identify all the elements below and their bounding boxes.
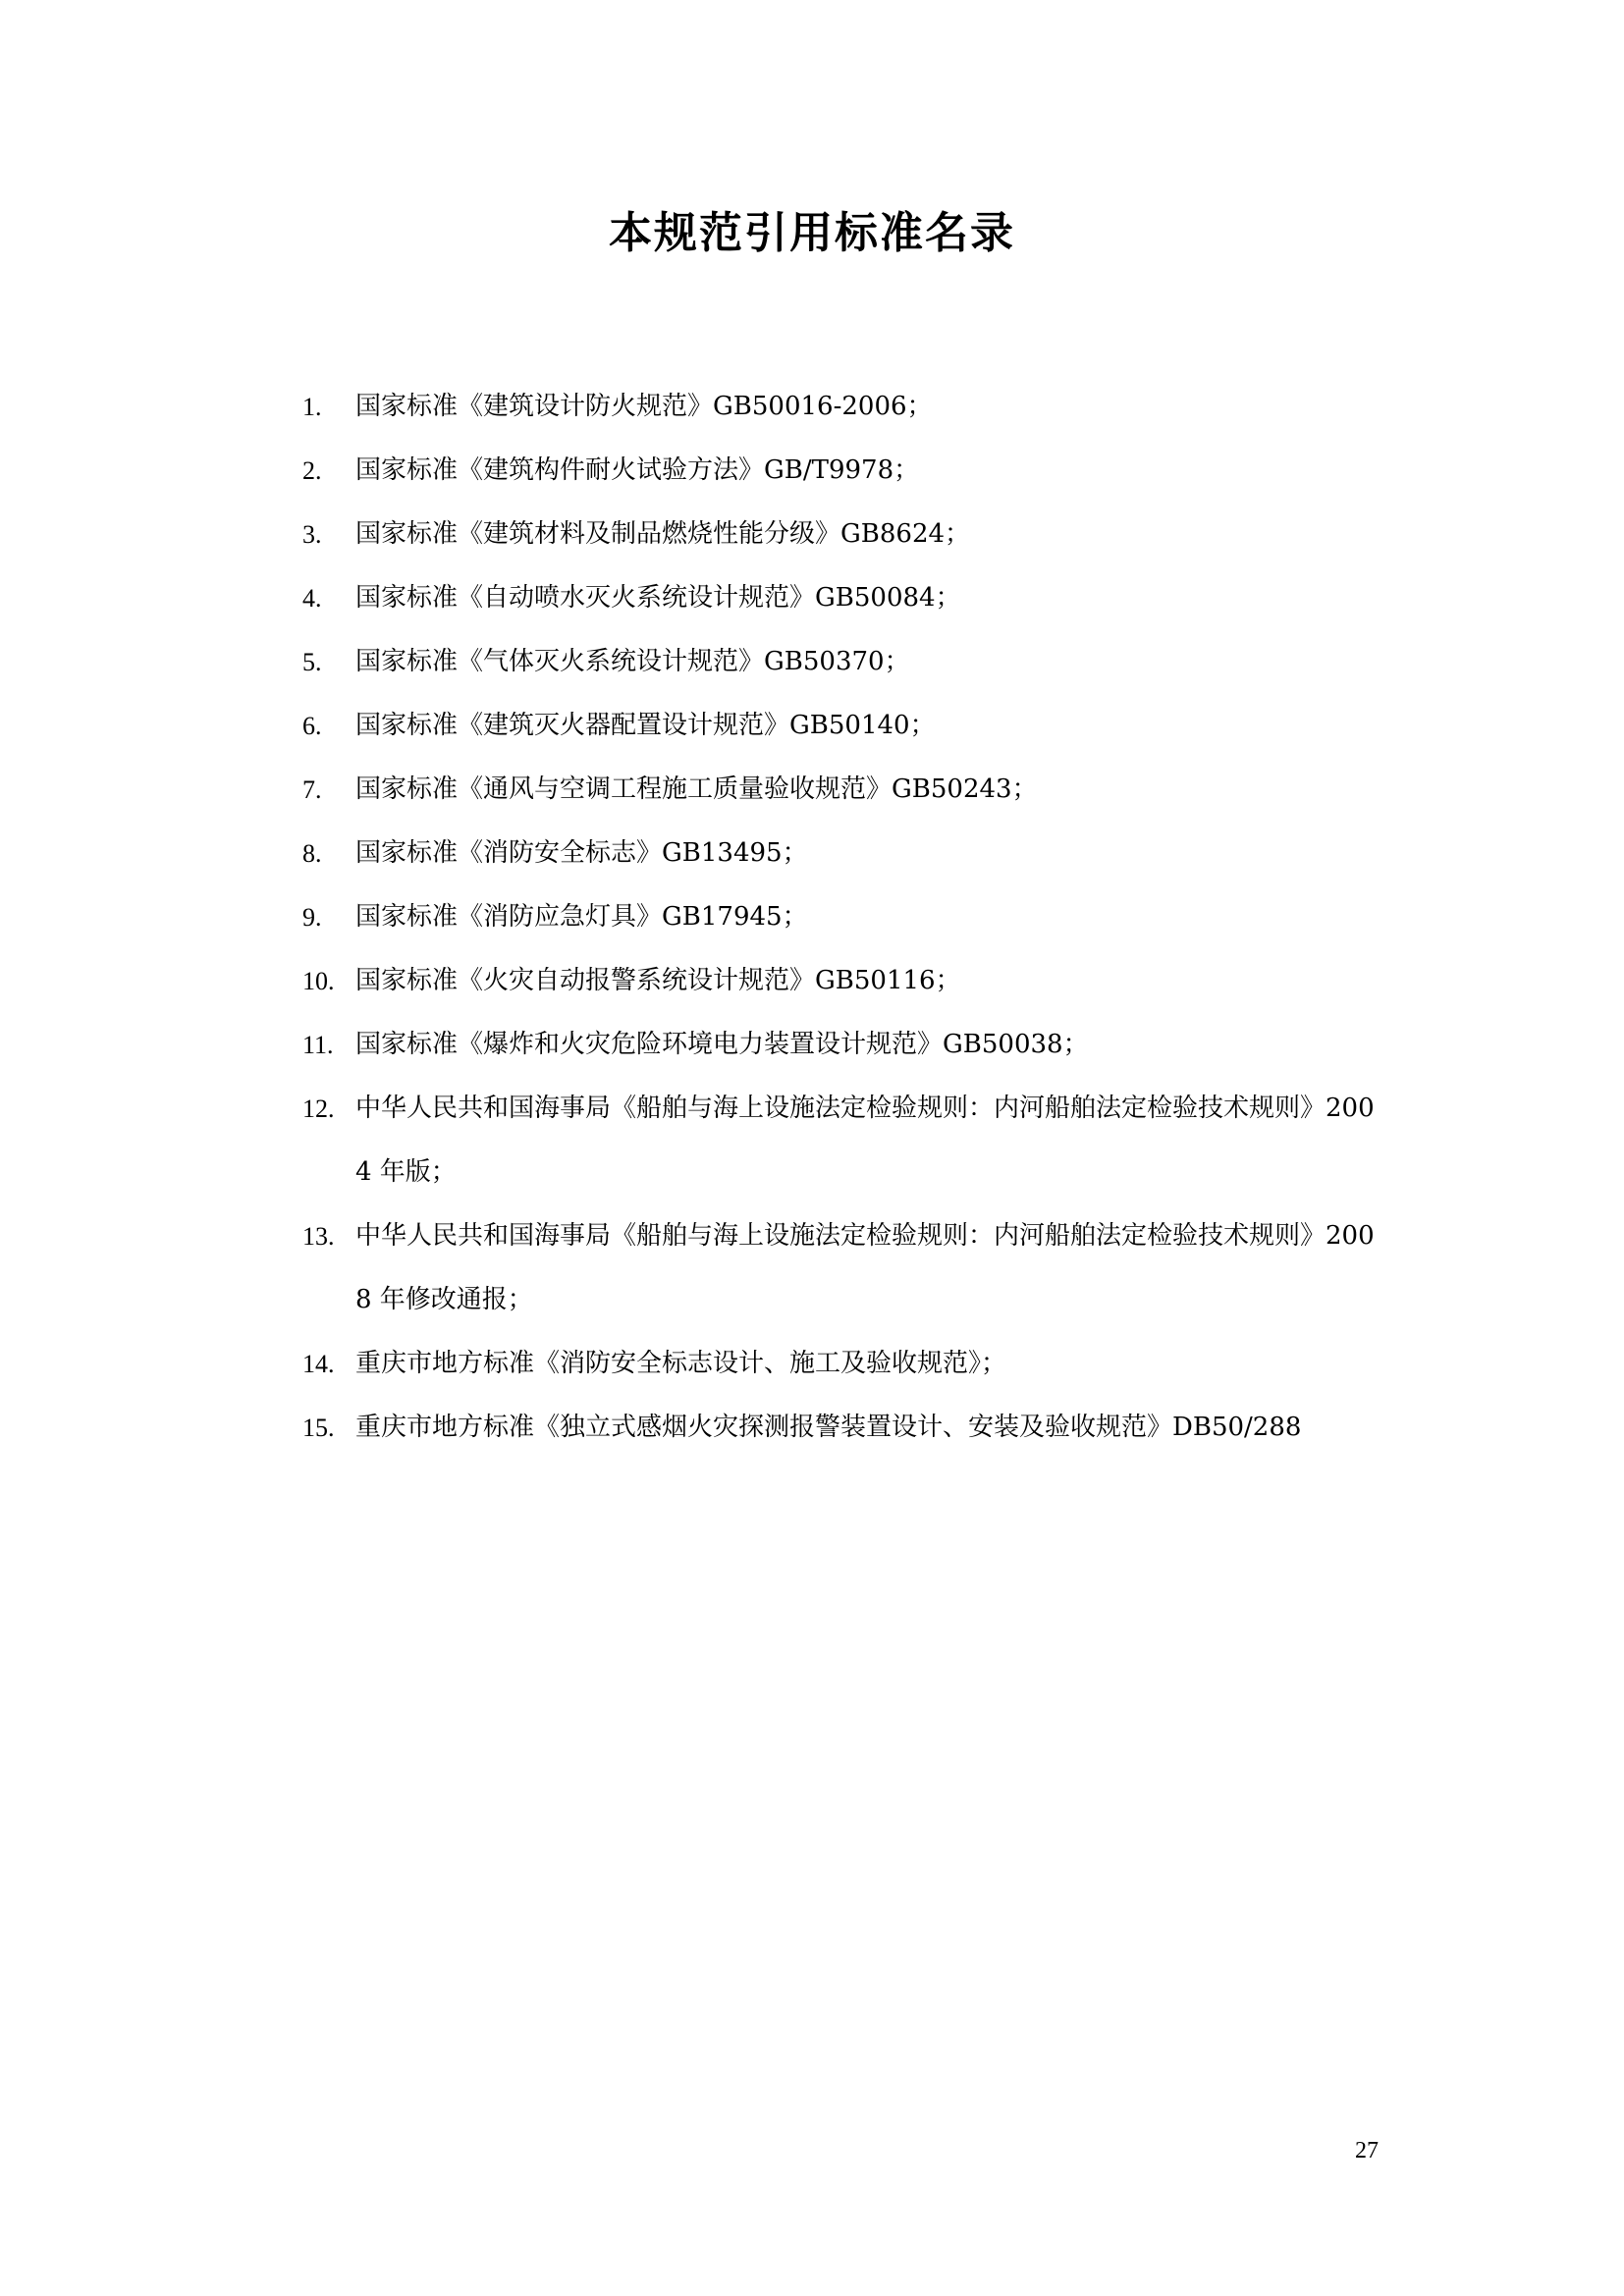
page-title: 本规范引用标准名录 — [609, 208, 1015, 258]
list-item-number: 4. — [302, 584, 322, 613]
list-item — [302, 630, 1382, 694]
list-item — [302, 1396, 1382, 1460]
list-item-text: 国家标准《消防应急灯具》GB17945； — [355, 902, 808, 932]
list-item-text: 国家标准《消防安全标志》GB13495； — [355, 838, 808, 868]
list-item-text: 中华人民共和国海事局《船舶与海上设施法定检验规则：内河船舶法定检验技术规则》2008 年修改通报； — [355, 1221, 1375, 1314]
list-item-number: 7. — [302, 775, 322, 804]
list-item-text: 重庆市地方标准《消防安全标志设计、施工及验收规范》； — [355, 1349, 1007, 1378]
list-item-number: 10. — [302, 967, 335, 995]
list-item — [302, 439, 1382, 503]
list-item-text: 国家标准《自动喷水灭火系统设计规范》GB50084； — [355, 583, 961, 613]
list-item-text: 重庆市地方标准《独立式感烟火灾探测报警装置设计、安装及验收规范》DB50/288 — [355, 1413, 1302, 1442]
list-item-number: 11. — [302, 1031, 334, 1059]
list-item-number: 14. — [302, 1350, 335, 1378]
list-item-text: 国家标准《建筑构件耐火试验方法》GB/T9978； — [355, 455, 920, 485]
list-item-number: 6. — [302, 712, 322, 740]
list-item-text: 国家标准《建筑灭火器配置设计规范》GB50140； — [355, 711, 936, 740]
list-item — [302, 758, 1382, 822]
list-item-text: 中华人民共和国海事局《船舶与海上设施法定检验规则：内河船舶法定检验技术规则》2004 年版； — [355, 1094, 1375, 1187]
list-item-number: 2. — [302, 456, 322, 485]
list-item — [302, 566, 1382, 630]
list-item-text: 国家标准《建筑设计防火规范》GB50016-2006； — [355, 392, 933, 421]
list-item — [302, 503, 1382, 566]
list-item-number: 8. — [302, 839, 322, 868]
list-item — [302, 949, 1382, 1013]
list-item-text: 国家标准《建筑材料及制品燃烧性能分级》GB8624； — [355, 519, 971, 549]
list-item-number: 12. — [302, 1095, 335, 1123]
list-item-number: 15. — [302, 1414, 335, 1442]
list-item-number: 1. — [302, 393, 322, 421]
list-item-text: 国家标准《火灾自动报警系统设计规范》GB50116； — [355, 966, 961, 995]
list-item — [302, 885, 1382, 949]
list-item-text: 国家标准《通风与空调工程施工质量验收规范》GB50243； — [355, 774, 1038, 804]
list-item — [302, 822, 1382, 885]
list-item-number: 5. — [302, 648, 322, 676]
list-item-number: 13. — [302, 1222, 335, 1251]
list-item-number: 9. — [302, 903, 322, 932]
list-item — [302, 694, 1382, 758]
reference-list — [302, 375, 1382, 1460]
list-item-text: 国家标准《气体灭火系统设计规范》GB50370； — [355, 647, 910, 676]
list-item-number: 3. — [302, 520, 322, 549]
list-item — [302, 1204, 1382, 1332]
list-item — [302, 1332, 1382, 1396]
list-item-text: 国家标准《爆炸和火灾危险环境电力装置设计规范》GB50038； — [355, 1030, 1089, 1059]
list-item — [302, 1077, 1382, 1204]
page-number: 27 — [1355, 2138, 1379, 2163]
list-item — [302, 1013, 1382, 1077]
list-item — [302, 375, 1382, 439]
